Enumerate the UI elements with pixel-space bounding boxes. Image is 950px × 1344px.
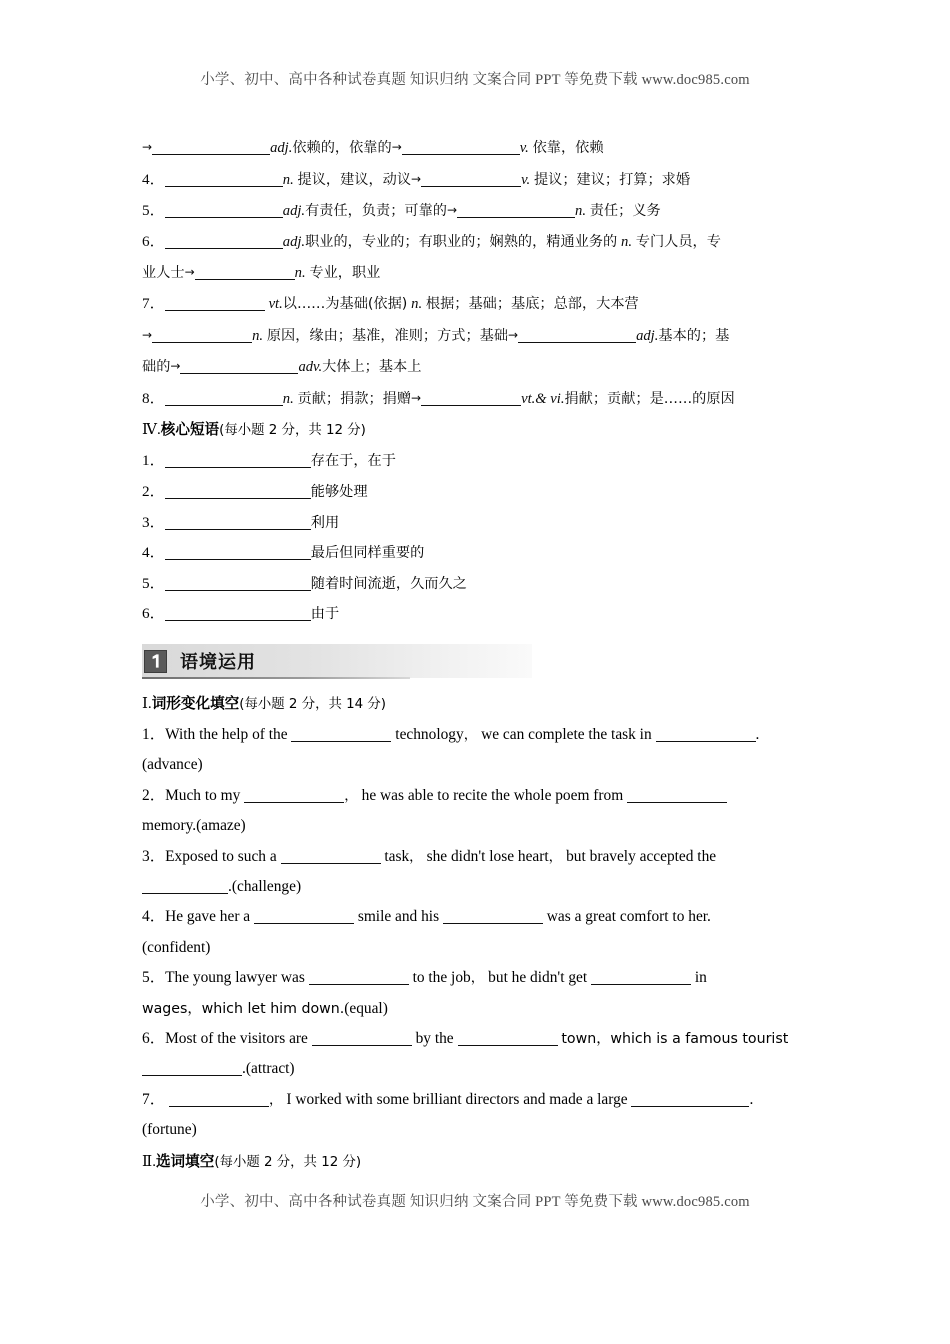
cn-gloss: 贡献；捐款；捐赠: [297, 390, 412, 407]
sentence-part: .: [749, 1090, 754, 1108]
answer-blank[interactable]: [165, 392, 283, 406]
item-number: 4．: [142, 544, 165, 562]
item-number: 1．: [142, 725, 166, 743]
item-number: 6．: [142, 605, 165, 623]
section-score: (每小题 2 分，共 14 分): [239, 696, 387, 712]
pos-tag: adv.: [298, 359, 323, 376]
pos-tag: n.: [252, 327, 264, 344]
sentence-part: He gave her a: [165, 908, 251, 926]
watermark-top: 小学、初中、高中各种试卷真题 知识归纳 文案合同 PPT 等免费下载 www.doc985.com: [200, 72, 750, 88]
cn-gloss: 基本的；基: [658, 327, 730, 344]
phrase-item: [142, 599, 810, 630]
answer-blank[interactable]: [656, 728, 756, 742]
cn-gloss: 随着时间流逝，久而久之: [310, 575, 467, 592]
item-number: 4．: [142, 170, 165, 188]
cn-gloss: 根据；基础；基底；总部，大本营: [425, 295, 639, 312]
cn-gloss: 职业的，专业的；有职业的；娴熟的，精通业务的: [305, 233, 618, 250]
item-number: 2．: [142, 482, 165, 500]
item-number: 1．: [142, 452, 165, 470]
sentence-part: Exposed to such a: [165, 847, 277, 865]
item-number: 7．: [142, 1090, 166, 1108]
section-title: 选词填空: [155, 1152, 215, 1170]
root-word: (fortune): [142, 1121, 197, 1139]
banner-title: 语境运用: [180, 651, 256, 673]
vocab-item-7-line3: [142, 351, 810, 383]
exercise2-heading: [142, 1146, 810, 1178]
answer-blank[interactable]: [627, 789, 727, 803]
exercise1-item-4-root: [142, 933, 810, 963]
vocab-line-3-cont: [142, 132, 810, 164]
numeral-one-icon: [148, 653, 163, 669]
item-number: 5．: [142, 202, 165, 220]
cn-gloss: 责任；义务: [589, 203, 661, 220]
cn-gloss: 有责任，负责；可靠的: [305, 203, 447, 220]
answer-blank[interactable]: [291, 728, 391, 742]
phrase-section-heading: [142, 414, 810, 446]
cn-comma: ，: [548, 848, 563, 865]
answer-blank[interactable]: [195, 266, 295, 280]
phrase-item: [142, 538, 810, 569]
arrow-icon: →: [184, 265, 195, 280]
root-word: (advance): [142, 756, 203, 774]
sentence-part: by the: [415, 1029, 454, 1047]
pos-tag: v.: [521, 171, 531, 188]
cn-gloss: 依靠，依赖: [532, 140, 604, 156]
answer-blank[interactable]: [281, 850, 381, 864]
pos-tag: n.: [575, 203, 586, 220]
arrow-icon: →: [391, 140, 402, 154]
section-score: (每小题 2 分，共 12 分): [219, 423, 366, 439]
cn-comma: ，: [470, 970, 485, 987]
pos-tag: n.: [282, 171, 294, 188]
answer-blank[interactable]: [631, 1093, 749, 1107]
exercise1-item-3-cont: [142, 872, 810, 902]
sentence-part: but he didn't get: [488, 969, 588, 987]
sentence-part: .: [755, 725, 760, 743]
exercise1-item-2: [142, 781, 810, 811]
answer-blank[interactable]: [142, 880, 228, 894]
answer-blank[interactable]: [402, 141, 520, 155]
cn-gloss: 大体上；基本上: [322, 359, 422, 376]
answer-blank[interactable]: [165, 235, 283, 249]
section-banner: [142, 644, 532, 684]
section-roman: Ⅱ.: [142, 1153, 156, 1170]
sentence-part: technology: [395, 725, 464, 743]
cn-gloss: 原因，缘由；基准，准则；方式；基础: [266, 327, 509, 344]
watermark-bottom: 小学、初中、高中各种试卷真题 知识归纳 文案合同 PPT 等免费下载 www.doc985.com: [200, 1194, 750, 1210]
exercise1-heading: [142, 688, 810, 720]
answer-blank[interactable]: [457, 204, 575, 218]
section-title: 词形变化填空: [151, 694, 240, 712]
pos-tag: n.: [621, 233, 632, 250]
cn-gloss: 业人士: [142, 265, 185, 282]
sentence-part: memory.: [142, 817, 197, 835]
answer-blank[interactable]: [165, 607, 311, 621]
vocab-item-6-line1: [142, 227, 810, 258]
pos-tag: adj.: [282, 233, 306, 250]
answer-blank[interactable]: [152, 329, 252, 343]
cn-gloss: 以……为基础(依据): [282, 295, 408, 312]
arrow-icon: →: [142, 140, 153, 154]
answer-blank[interactable]: [165, 173, 283, 187]
phrase-item: [142, 477, 810, 508]
answer-blank[interactable]: [165, 454, 311, 468]
answer-blank[interactable]: [165, 204, 283, 218]
root-word: (attract): [245, 1060, 295, 1078]
answer-blank[interactable]: [518, 329, 636, 343]
item-number: 3．: [142, 513, 165, 531]
vocab-item-7-line1: [142, 289, 810, 320]
cn-comma: ，: [344, 787, 358, 804]
answer-blank[interactable]: [443, 910, 543, 924]
item-number: 2．: [142, 786, 166, 804]
root-word: (confident): [142, 938, 211, 956]
banner-underline-rule: [142, 677, 410, 679]
sentence-part: Much to my: [165, 786, 241, 804]
item-number: 3．: [142, 847, 166, 865]
pos-tag: adj.: [636, 327, 659, 344]
item-number: 4．: [142, 908, 166, 926]
item-number: 6．: [142, 232, 165, 250]
pos-tag: n.: [282, 390, 294, 407]
sentence-part: The young lawyer was: [165, 969, 305, 987]
answer-blank[interactable]: [142, 1062, 242, 1076]
sentence-part: town，which is a famous tourist: [561, 1030, 789, 1047]
answer-blank[interactable]: [152, 141, 270, 155]
cn-gloss: 础的: [142, 359, 171, 376]
answer-blank[interactable]: [591, 971, 691, 985]
arrow-icon: →: [170, 359, 181, 374]
arrow-icon: →: [142, 327, 153, 342]
section-title: 核心短语: [160, 421, 220, 439]
arrow-icon: →: [446, 203, 458, 218]
root-word: (challenge): [231, 877, 302, 895]
vocab-item-4: [142, 164, 810, 196]
sentence-part: she didn't lose heart: [426, 847, 549, 865]
sentence-part: to the job: [412, 969, 471, 987]
cn-gloss: 专业，职业: [309, 265, 381, 282]
phrase-item: [142, 569, 810, 600]
sentence-part: Most of the visitors are: [165, 1029, 308, 1047]
cn-gloss: 提议，建议，动议: [297, 171, 412, 188]
answer-blank[interactable]: [180, 360, 298, 374]
answer-blank[interactable]: [165, 546, 311, 560]
answer-blank[interactable]: [169, 1093, 269, 1107]
cn-gloss: 由于: [310, 606, 340, 623]
page-content: [142, 132, 810, 1178]
answer-blank[interactable]: [165, 516, 311, 530]
sentence-part: .: [242, 1060, 246, 1078]
exercise1-item-5: [142, 963, 810, 993]
phrase-item: [142, 446, 810, 477]
exercise1-item-5-cont: [142, 994, 810, 1024]
section-score: (每小题 2 分，共 12 分): [214, 1154, 362, 1170]
section-number-badge: [144, 650, 167, 673]
vocab-item-5: [142, 195, 810, 227]
sentence-part: we can complete the task in: [481, 725, 652, 743]
item-number: 5．: [142, 574, 165, 592]
answer-blank[interactable]: [421, 173, 521, 187]
sentence-part: was a great comfort to her.: [546, 908, 711, 926]
cn-comma: ，: [409, 848, 423, 865]
answer-blank[interactable]: [165, 577, 311, 591]
arrow-icon: →: [508, 327, 519, 342]
cn-gloss: 依赖的，依靠的: [292, 140, 392, 156]
pos-tag: n.: [294, 265, 306, 282]
sentence-part: task: [384, 847, 410, 865]
pos-tag: vt.: [268, 295, 283, 312]
phrase-item: [142, 508, 810, 539]
root-word: (amaze): [196, 817, 246, 835]
exercise1-item-7-root: [142, 1115, 810, 1145]
sentence-part: With the help of the: [165, 725, 288, 743]
exercise1-item-1: [142, 720, 810, 750]
answer-blank[interactable]: [254, 910, 354, 924]
sentence-part: .: [228, 877, 232, 895]
sentence-part: smile and his: [357, 908, 440, 926]
cn-gloss: 最后但同样重要的: [310, 545, 425, 562]
cn-comma: ，: [268, 1091, 283, 1108]
pos-tag: adj.: [282, 203, 306, 220]
exercise1-item-6-cont: [142, 1054, 810, 1084]
pos-tag: n.: [411, 295, 423, 312]
answer-blank[interactable]: [165, 297, 265, 311]
cn-gloss: 捐献；贡献；是……的原因: [564, 390, 735, 407]
sentence-part: wages，which let him down.: [142, 1000, 345, 1017]
vocab-item-8: [142, 383, 810, 415]
section-roman: Ⅳ.: [142, 422, 161, 439]
answer-blank[interactable]: [244, 789, 344, 803]
cn-gloss: 专门人员，专: [635, 233, 721, 250]
exercise1-item-6: [142, 1024, 810, 1054]
sentence-part: he was able to recite the whole poem from: [361, 786, 624, 804]
vocab-block: [142, 132, 810, 414]
sentence-part: I worked with some brilliant directors and made a large: [286, 1090, 628, 1108]
exercise1-item-3: [142, 842, 810, 872]
cn-gloss: 能够处理: [310, 483, 368, 500]
answer-blank[interactable]: [421, 392, 521, 406]
answer-blank[interactable]: [309, 971, 409, 985]
item-number: 8．: [142, 389, 165, 407]
exercise1-item-2-cont: [142, 811, 810, 841]
item-number: 5．: [142, 969, 166, 987]
sentence-part: in: [694, 969, 707, 987]
exercise1-item-1-root: [142, 750, 810, 780]
cn-gloss: 利用: [310, 514, 340, 531]
arrow-icon: →: [411, 171, 422, 186]
item-number: 7．: [142, 294, 165, 312]
cn-gloss: 存在于，在于: [310, 453, 396, 470]
exercise1-item-7: [142, 1085, 810, 1115]
answer-blank[interactable]: [165, 485, 311, 499]
root-word: (equal): [344, 999, 388, 1017]
arrow-icon: →: [411, 390, 422, 405]
section-roman: Ⅰ.: [142, 695, 152, 712]
pos-tag: vt.& vi.: [521, 390, 565, 407]
sentence-part: but bravely accepted the: [566, 847, 717, 865]
cn-gloss: 提议；建议；打算；求婚: [533, 171, 691, 188]
vocab-item-6-line2: [142, 257, 810, 289]
answer-blank[interactable]: [312, 1032, 412, 1046]
vocab-item-7-line2: [142, 320, 810, 352]
pos-tag: adj.: [270, 140, 293, 156]
pos-tag: v.: [519, 140, 529, 156]
cn-comma: ，: [463, 726, 478, 743]
item-number: 6．: [142, 1029, 166, 1047]
answer-blank[interactable]: [458, 1032, 558, 1046]
exercise1-item-4: [142, 902, 810, 932]
